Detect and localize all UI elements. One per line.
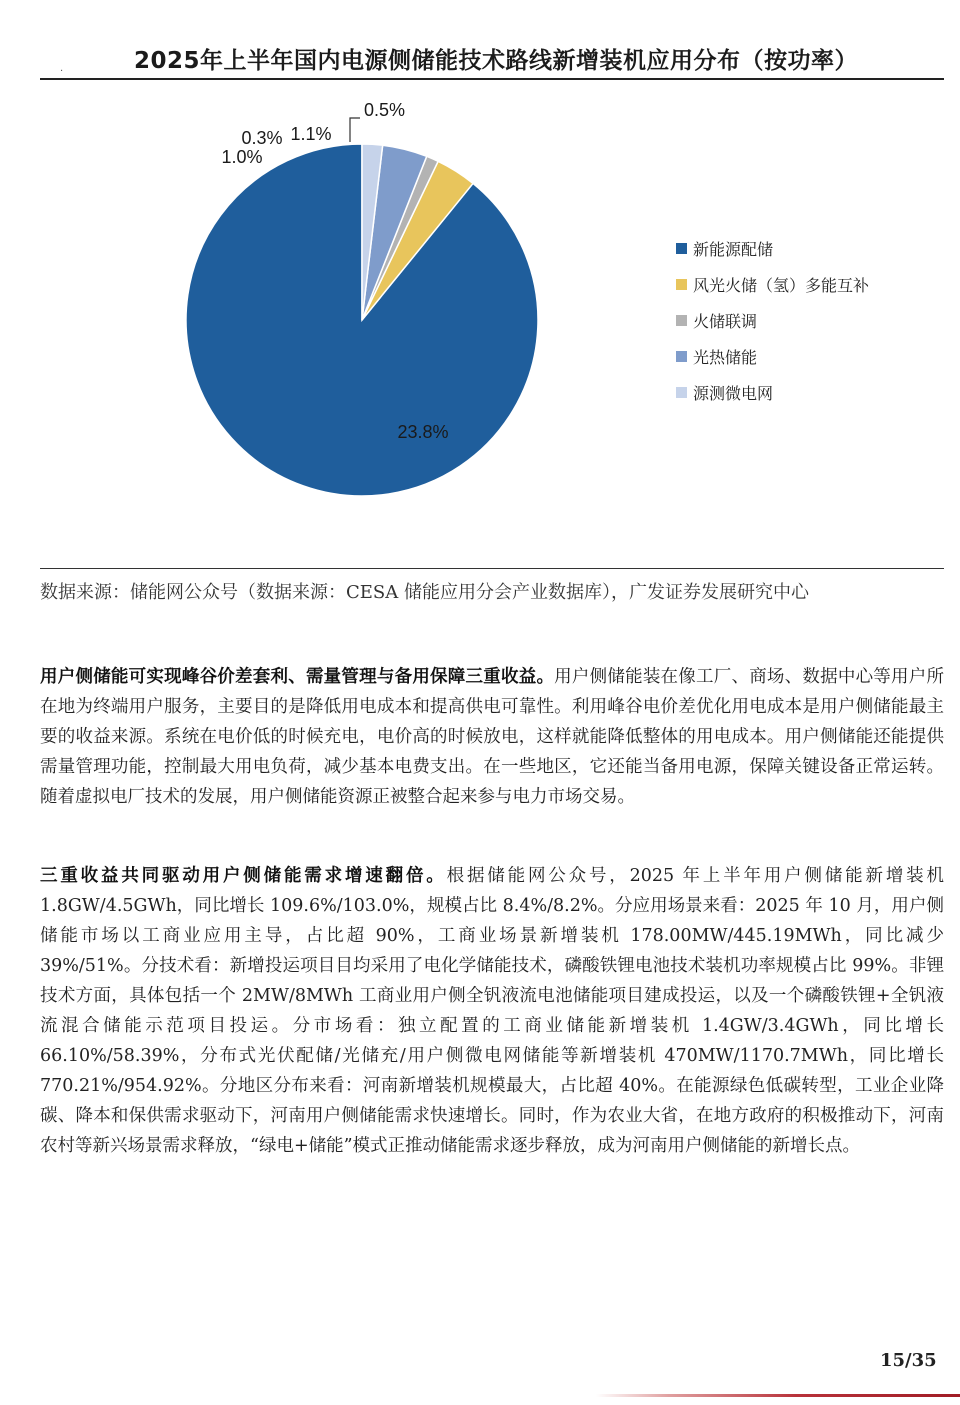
legend-swatch [676,243,687,254]
pie-slice-label: 0.5% [364,100,406,120]
legend-swatch [676,315,687,326]
legend-label: 火储联调 [693,311,758,331]
paragraph [40,662,944,812]
legend-item [676,338,869,374]
pie-slice-label: 0.3% [241,128,283,148]
paragraph-body: 根据储能网公众号，2025 年上半年用户侧储能新增装机 1.8GW/4.5GWh，同比增长 109.6%/103.0%，规模占比 8.4%/8.2%。分应用场景来看：2025 年 10 月，用户侧储能市场以工商业应用主导，占比超 90%，工商业场景新增装机 178.00MW/445.19MWh，同比减少 39%/51%。分技术看：新增投运项目目均采用了电化学储能技术，磷酸铁锂电池技术装机功率规模占比 99%。非锂技术方面，具体包括一个 2MW/8MWh 工商业用户侧全钒液流电池储能项目建成投运，以及一个磷酸铁锂+全钒液流混合储能示范项目投运。分市场看：独立配置的工商业储能新增装机 1.4GW/3.4GWh，同比增长 66.10%/58.39%，分布式光伏配储/光储充/用户侧微电网储能等新增装机 470MW/1170.7MWh，同比增长 770.21%/954.92%。分地区分布来看：河南新增装机规模最大，占比超 40%。在能源绿色低碳转型，工业企业降碳、降本和保供需求驱动下，河南用户侧储能需求快速增长。同时，作为农业大省，在地方政府的积极推动下，河南农村等新兴场景需求释放，“绿电+储能”模式正推动储能需求逐步释放，成为河南用户侧储能的新增长点。 [40,866,944,1156]
pie-slice-label: 1.0% [221,147,263,167]
label-leader-line [350,118,360,142]
legend-label: 风光火储（氢）多能互补 [693,275,870,295]
paragraph-lead: 用户侧储能可实现峰谷价差套利、需量管理与备用保障三重收益。 [40,667,555,687]
legend-label: 源测微电网 [693,383,774,403]
legend-item [676,266,869,302]
legend-swatch [676,387,687,398]
legend-swatch [676,279,687,290]
paragraph-body: 用户侧储能装在像工厂、商场、数据中心等用户所在地为终端用户服务，主要目的是降低用电成本和提高供电可靠性。利用峰谷电价差优化用电成本是用户侧储能最主要的收益来源。系统在电价低的时候充电，电价高的时候放电，这样就能降低整体的用电成本。用户侧储能还能提供需量管理功能，控制最大用电负荷，减少基本电费支出。在一些地区，它还能当备用电源，保障关键设备正常运转。随着虚拟电厂技术的发展，用户侧储能资源正被整合起来参与电力市场交易。 [40,667,945,807]
paragraph [40,861,944,1161]
pie-slice-label: 1.1% [290,124,332,144]
paragraph-lead: 三重收益共同驱动用户侧储能需求增速翻倍。 [40,866,447,886]
title-divider [40,78,944,80]
footer-accent-line [596,1394,960,1397]
legend-item [676,302,869,338]
legend-item [676,230,869,266]
legend-label: 新能源配储 [693,239,774,259]
pie-slice-label: 23.8% [397,422,449,442]
source-divider [40,568,944,569]
chart-title: 2025年上半年国内电源侧储能技术路线新增装机应用分布（按功率） [134,48,859,74]
legend-label: 光热储能 [693,347,758,367]
page-number: 15/35 [880,1350,937,1371]
page-marker: · [60,66,64,77]
chart-legend [676,230,869,410]
pie-chart [40,90,944,560]
legend-swatch [676,351,687,362]
data-source-note: 数据来源：储能网公众号（数据来源：CESA 储能应用分会产业数据库），广发证券发展研究中心 [40,582,809,603]
legend-item [676,374,869,410]
